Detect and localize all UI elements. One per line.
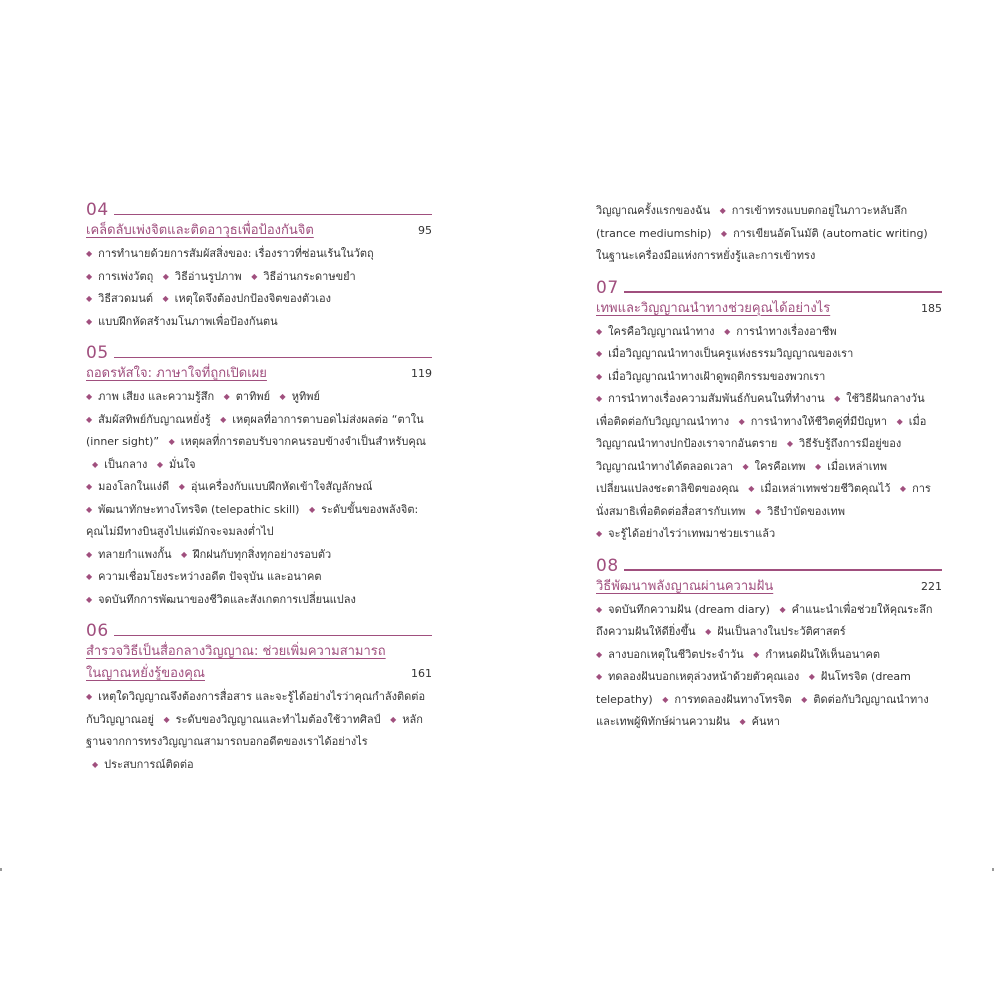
topic: วิญญาณครั้งแรกของฉัน xyxy=(596,204,711,217)
diamond-bullet-icon: ◆ xyxy=(815,461,822,471)
diamond-bullet-icon: ◆ xyxy=(748,484,755,493)
diamond-bullet-icon: ◆ xyxy=(86,414,93,424)
topic: ใครคือวิญญาณนำทาง xyxy=(608,324,715,338)
topic: คำแนะนำเพื่อช่วยให้คุณระลึกถึงความฝันให้ดียิ่งขึ้น xyxy=(596,602,933,638)
topic: สัมผัสทิพย์กับญาณหยั่งรู้ xyxy=(98,412,211,426)
diamond-bullet-icon: ◆ xyxy=(162,271,169,281)
diamond-bullet-icon: ◆ xyxy=(279,392,286,401)
chapter-title[interactable]: ถอดรหัสใจ: ภาษาใจที่ถูกเปิดเผย xyxy=(86,366,267,381)
diamond-bullet-icon: ◆ xyxy=(705,627,712,636)
chapter-number: 05 xyxy=(86,343,432,363)
topic: การทำนายด้วยการสัมผัสสิ่งของ: เรื่องราวที่ซ่อนเร้นในวัตถุ xyxy=(98,247,374,260)
chapter-number: 04 xyxy=(86,200,432,220)
diamond-bullet-icon: ◆ xyxy=(596,649,603,659)
diamond-bullet-icon: ◆ xyxy=(178,482,185,491)
diamond-bullet-icon: ◆ xyxy=(86,249,93,258)
topic: หูทิพย์ xyxy=(291,390,320,403)
chapter-title[interactable]: วิธีพัฒนาพลังญาณผ่านความฝัน xyxy=(596,578,774,594)
chapter-04 xyxy=(86,200,432,333)
chapter-topics xyxy=(86,243,432,333)
topic: จดบันทึกการพัฒนาของชีวิตและสังเกตการเปลี่ยนแปลง xyxy=(98,592,356,606)
topic: ความเชื่อมโยงระหว่างอดีต ปัจจุบัน และอนาคต xyxy=(98,570,322,583)
diamond-bullet-icon: ◆ xyxy=(753,649,760,659)
chapter-topics xyxy=(596,599,942,734)
topic: วิธีบำบัดของเทพ xyxy=(767,504,846,518)
topic: เหตุผลที่การตอบรับจากคนรอบข้างจำเป็นสำหรับคุณ xyxy=(180,435,426,448)
chapter-topics xyxy=(86,386,432,611)
topic: หลักฐานจากการทรงวิญญาณสามารถบอกอดีตของเราได้อย่างไร xyxy=(86,712,423,748)
chapter-topics xyxy=(596,200,942,268)
topic: ตาทิพย์ xyxy=(235,390,271,403)
page-number: 185 xyxy=(921,301,942,315)
topic: จดบันทึกความฝัน (dream diary) xyxy=(608,602,770,616)
chapter-topics xyxy=(596,321,942,546)
topic: แบบฝึกหัดสร้างมโนภาพเพื่อป้องกันตน xyxy=(98,314,278,328)
chapter-07 xyxy=(596,278,942,546)
diamond-bullet-icon: ◆ xyxy=(162,294,169,303)
diamond-bullet-icon: ◆ xyxy=(86,692,93,701)
diamond-bullet-icon: ◆ xyxy=(86,504,93,514)
chapter-topics xyxy=(86,686,432,776)
chapter-06-continued xyxy=(596,200,942,268)
topic: ฝันโทรจิต (dream telepathy) xyxy=(596,670,911,706)
topic: พัฒนาทักษะทางโทรจิต (telepathic skill) xyxy=(98,502,300,516)
diamond-bullet-icon: ◆ xyxy=(738,416,745,426)
topic: การนำทางเรื่องความสัมพันธ์กับคนในที่ทำงาน xyxy=(608,392,825,405)
diamond-bullet-icon: ◆ xyxy=(596,371,603,381)
topic: ใครคือเทพ xyxy=(754,459,806,473)
topic: เป็นกลาง xyxy=(104,457,148,471)
diamond-bullet-icon: ◆ xyxy=(163,714,170,724)
diamond-bullet-icon: ◆ xyxy=(786,439,793,448)
diamond-bullet-icon: ◆ xyxy=(86,482,93,491)
topic: การนั่งสมาธิเพื่อติดต่อสื่อสารกับเทพ xyxy=(596,482,931,518)
diamond-bullet-icon: ◆ xyxy=(156,459,164,469)
diamond-bullet-icon: ◆ xyxy=(181,549,188,559)
diamond-bullet-icon: ◆ xyxy=(808,672,815,681)
chapter-05 xyxy=(86,343,432,611)
topic: ระดับขั้นของพลังจิต: คุณไม่มีทางบินสูงไปแต่มักจะจมลงต่ำไป xyxy=(86,502,419,538)
topic: วิธีสวดมนต์ xyxy=(98,292,153,305)
page-number: 95 xyxy=(418,224,432,237)
topic: เหตุใดจึงต้องปกป้องจิตของตัวเอง xyxy=(174,292,332,305)
topic: ประสบการณ์ติดต่อ xyxy=(104,757,194,771)
left-column xyxy=(86,200,432,786)
diamond-bullet-icon: ◆ xyxy=(168,437,175,446)
topic: ฝึกฝนกับทุกสิ่งทุกอย่างรอบตัว xyxy=(193,547,332,561)
diamond-bullet-icon: ◆ xyxy=(742,461,749,471)
topic: การเพ่งวัตถุ xyxy=(98,269,154,283)
diamond-bullet-icon: ◆ xyxy=(86,294,93,303)
topic: เมื่อเหล่าเทพเปลี่ยนแปลงชะตาลิขิตของคุณ xyxy=(596,459,887,495)
diamond-bullet-icon: ◆ xyxy=(251,271,258,281)
diamond-bullet-icon: ◆ xyxy=(724,326,731,336)
topic: วิธีรับรู้ถึงการมีอยู่ของวิญญาณนำทางได้ตลอดเวลา xyxy=(596,437,902,473)
topic: การทดลองฝันทางโทรจิต xyxy=(674,692,792,706)
chapter-number: 07 xyxy=(596,278,942,298)
topic: ติดต่อกับวิญญาณนำทางและเทพผู้พิทักษ์ผ่านความฝัน xyxy=(596,692,929,728)
diamond-bullet-icon: ◆ xyxy=(662,694,669,704)
page-number: 119 xyxy=(411,367,432,380)
chapter-title[interactable]: สำรวจวิธีเป็นสื่อกลางวิญญาณ: ช่วยเพิ่มความสามารถในญาณหยั่งรู้ของคุณ xyxy=(86,644,386,681)
topic: ทดลองฝันบอกเหตุล่วงหน้าด้วยตัวคุณเอง xyxy=(608,670,800,683)
diamond-bullet-icon: ◆ xyxy=(596,349,603,358)
topic: การนำทางเรื่องอาชีพ xyxy=(736,324,837,338)
page-number: 221 xyxy=(921,579,942,593)
topic: ระดับของวิญญาณและทำไมต้องใช้วาทศิลป์ xyxy=(175,712,381,726)
chapter-08 xyxy=(596,556,942,734)
diamond-bullet-icon: ◆ xyxy=(754,506,762,516)
diamond-bullet-icon: ◆ xyxy=(896,416,903,426)
diamond-bullet-icon: ◆ xyxy=(899,484,907,493)
chapter-title[interactable]: เทพและวิญญาณนำทางช่วยคุณได้อย่างไร xyxy=(596,300,831,316)
chapter-title[interactable]: เคล็ดลับเพ่งจิตและติดอาวุธเพื่อป้องกันจิต xyxy=(86,223,314,238)
diamond-bullet-icon: ◆ xyxy=(596,394,603,403)
diamond-bullet-icon: ◆ xyxy=(86,549,93,559)
topic: มองโลกในแง่ดี xyxy=(98,480,170,493)
right-column xyxy=(596,200,942,744)
page-number: 161 xyxy=(411,667,432,680)
diamond-bullet-icon: ◆ xyxy=(834,394,841,403)
diamond-bullet-icon: ◆ xyxy=(86,271,93,281)
topic: จะรู้ได้อย่างไรว่าเทพมาช่วยเราแล้ว xyxy=(608,527,776,540)
topic: อุ่นเครื่องกับแบบฝึกหัดเข้าใจสัญลักษณ์ xyxy=(190,480,373,493)
topic: ภาพ เสียง และความรู้สึก xyxy=(98,390,215,403)
topic: วิธีอ่านรูปภาพ xyxy=(174,269,242,283)
diamond-bullet-icon: ◆ xyxy=(801,694,808,704)
topic: ทลายกำแพงกั้น xyxy=(98,547,172,561)
diamond-bullet-icon: ◆ xyxy=(308,504,316,514)
diamond-bullet-icon: ◆ xyxy=(596,326,603,336)
topic: กำหนดฝันให้เห็นอนาคต xyxy=(765,647,880,661)
page-edge-mark xyxy=(0,868,2,871)
topic: วิธีอ่านกระดาษขยำ xyxy=(263,269,356,283)
topic: ใช้วิธีฝันกลางวันเพื่อติดต่อกับวิญญาณนำทาง xyxy=(596,392,925,428)
topic: เมื่อวิญญาณนำทางปกป้องเราจากอันตราย xyxy=(596,414,927,450)
diamond-bullet-icon: ◆ xyxy=(92,459,99,469)
diamond-bullet-icon: ◆ xyxy=(720,228,728,238)
topic: ค้นหา xyxy=(751,715,780,728)
chapter-06 xyxy=(86,621,432,776)
diamond-bullet-icon: ◆ xyxy=(596,604,603,614)
diamond-bullet-icon: ◆ xyxy=(739,717,746,726)
diamond-bullet-icon: ◆ xyxy=(223,392,230,401)
topic: การเข้าทรงแบบตกอยู่ในภาวะหลับลึก (trance mediumship) xyxy=(596,204,908,240)
chapter-number: 06 xyxy=(86,621,432,641)
diamond-bullet-icon: ◆ xyxy=(596,672,603,681)
chapter-number: 08 xyxy=(596,556,942,576)
topic: การนำทางให้ชีวิตคู่ที่มีปัญหา xyxy=(750,414,888,428)
topic: ลางบอกเหตุในชีวิตประจำวัน xyxy=(608,647,744,661)
topic: เมื่อวิญญาณนำทางเป็นครูแห่งธรรมวิญญาณของเรา xyxy=(608,347,854,360)
topic: การเขียนอัตโนมัติ (automatic writing) ในฐานะเครื่องมือแห่งการหยั่งรู้และการเข้าทรง xyxy=(596,226,928,262)
diamond-bullet-icon: ◆ xyxy=(92,759,99,769)
diamond-bullet-icon: ◆ xyxy=(596,529,603,538)
topic: ฝันเป็นลางในประวัติศาสตร์ xyxy=(717,625,846,638)
page-edge-mark xyxy=(992,868,994,871)
diamond-bullet-icon: ◆ xyxy=(719,206,726,215)
topic: เหตุผลที่อาการตาบอดไม่ส่งผลต่อ “ตาใน (inner sight)” xyxy=(86,412,424,448)
topic: เหตุใดวิญญาณจึงต้องการสื่อสาร และจะรู้ได้อย่างไรว่าคุณกำลังติดต่อกับวิญญาณอยู่ xyxy=(86,690,426,726)
diamond-bullet-icon: ◆ xyxy=(86,392,93,401)
diamond-bullet-icon: ◆ xyxy=(779,604,786,614)
diamond-bullet-icon: ◆ xyxy=(86,316,93,326)
diamond-bullet-icon: ◆ xyxy=(86,594,93,604)
diamond-bullet-icon: ◆ xyxy=(390,714,397,724)
topic: เมื่อวิญญาณนำทางเฝ้าดูพฤติกรรมของพวกเรา xyxy=(608,369,826,383)
topic: เมื่อเหล่าเทพช่วยชีวิตคุณไว้ xyxy=(760,482,891,495)
topic: มั่นใจ xyxy=(169,457,196,471)
diamond-bullet-icon: ◆ xyxy=(86,572,93,581)
diamond-bullet-icon: ◆ xyxy=(220,414,227,424)
